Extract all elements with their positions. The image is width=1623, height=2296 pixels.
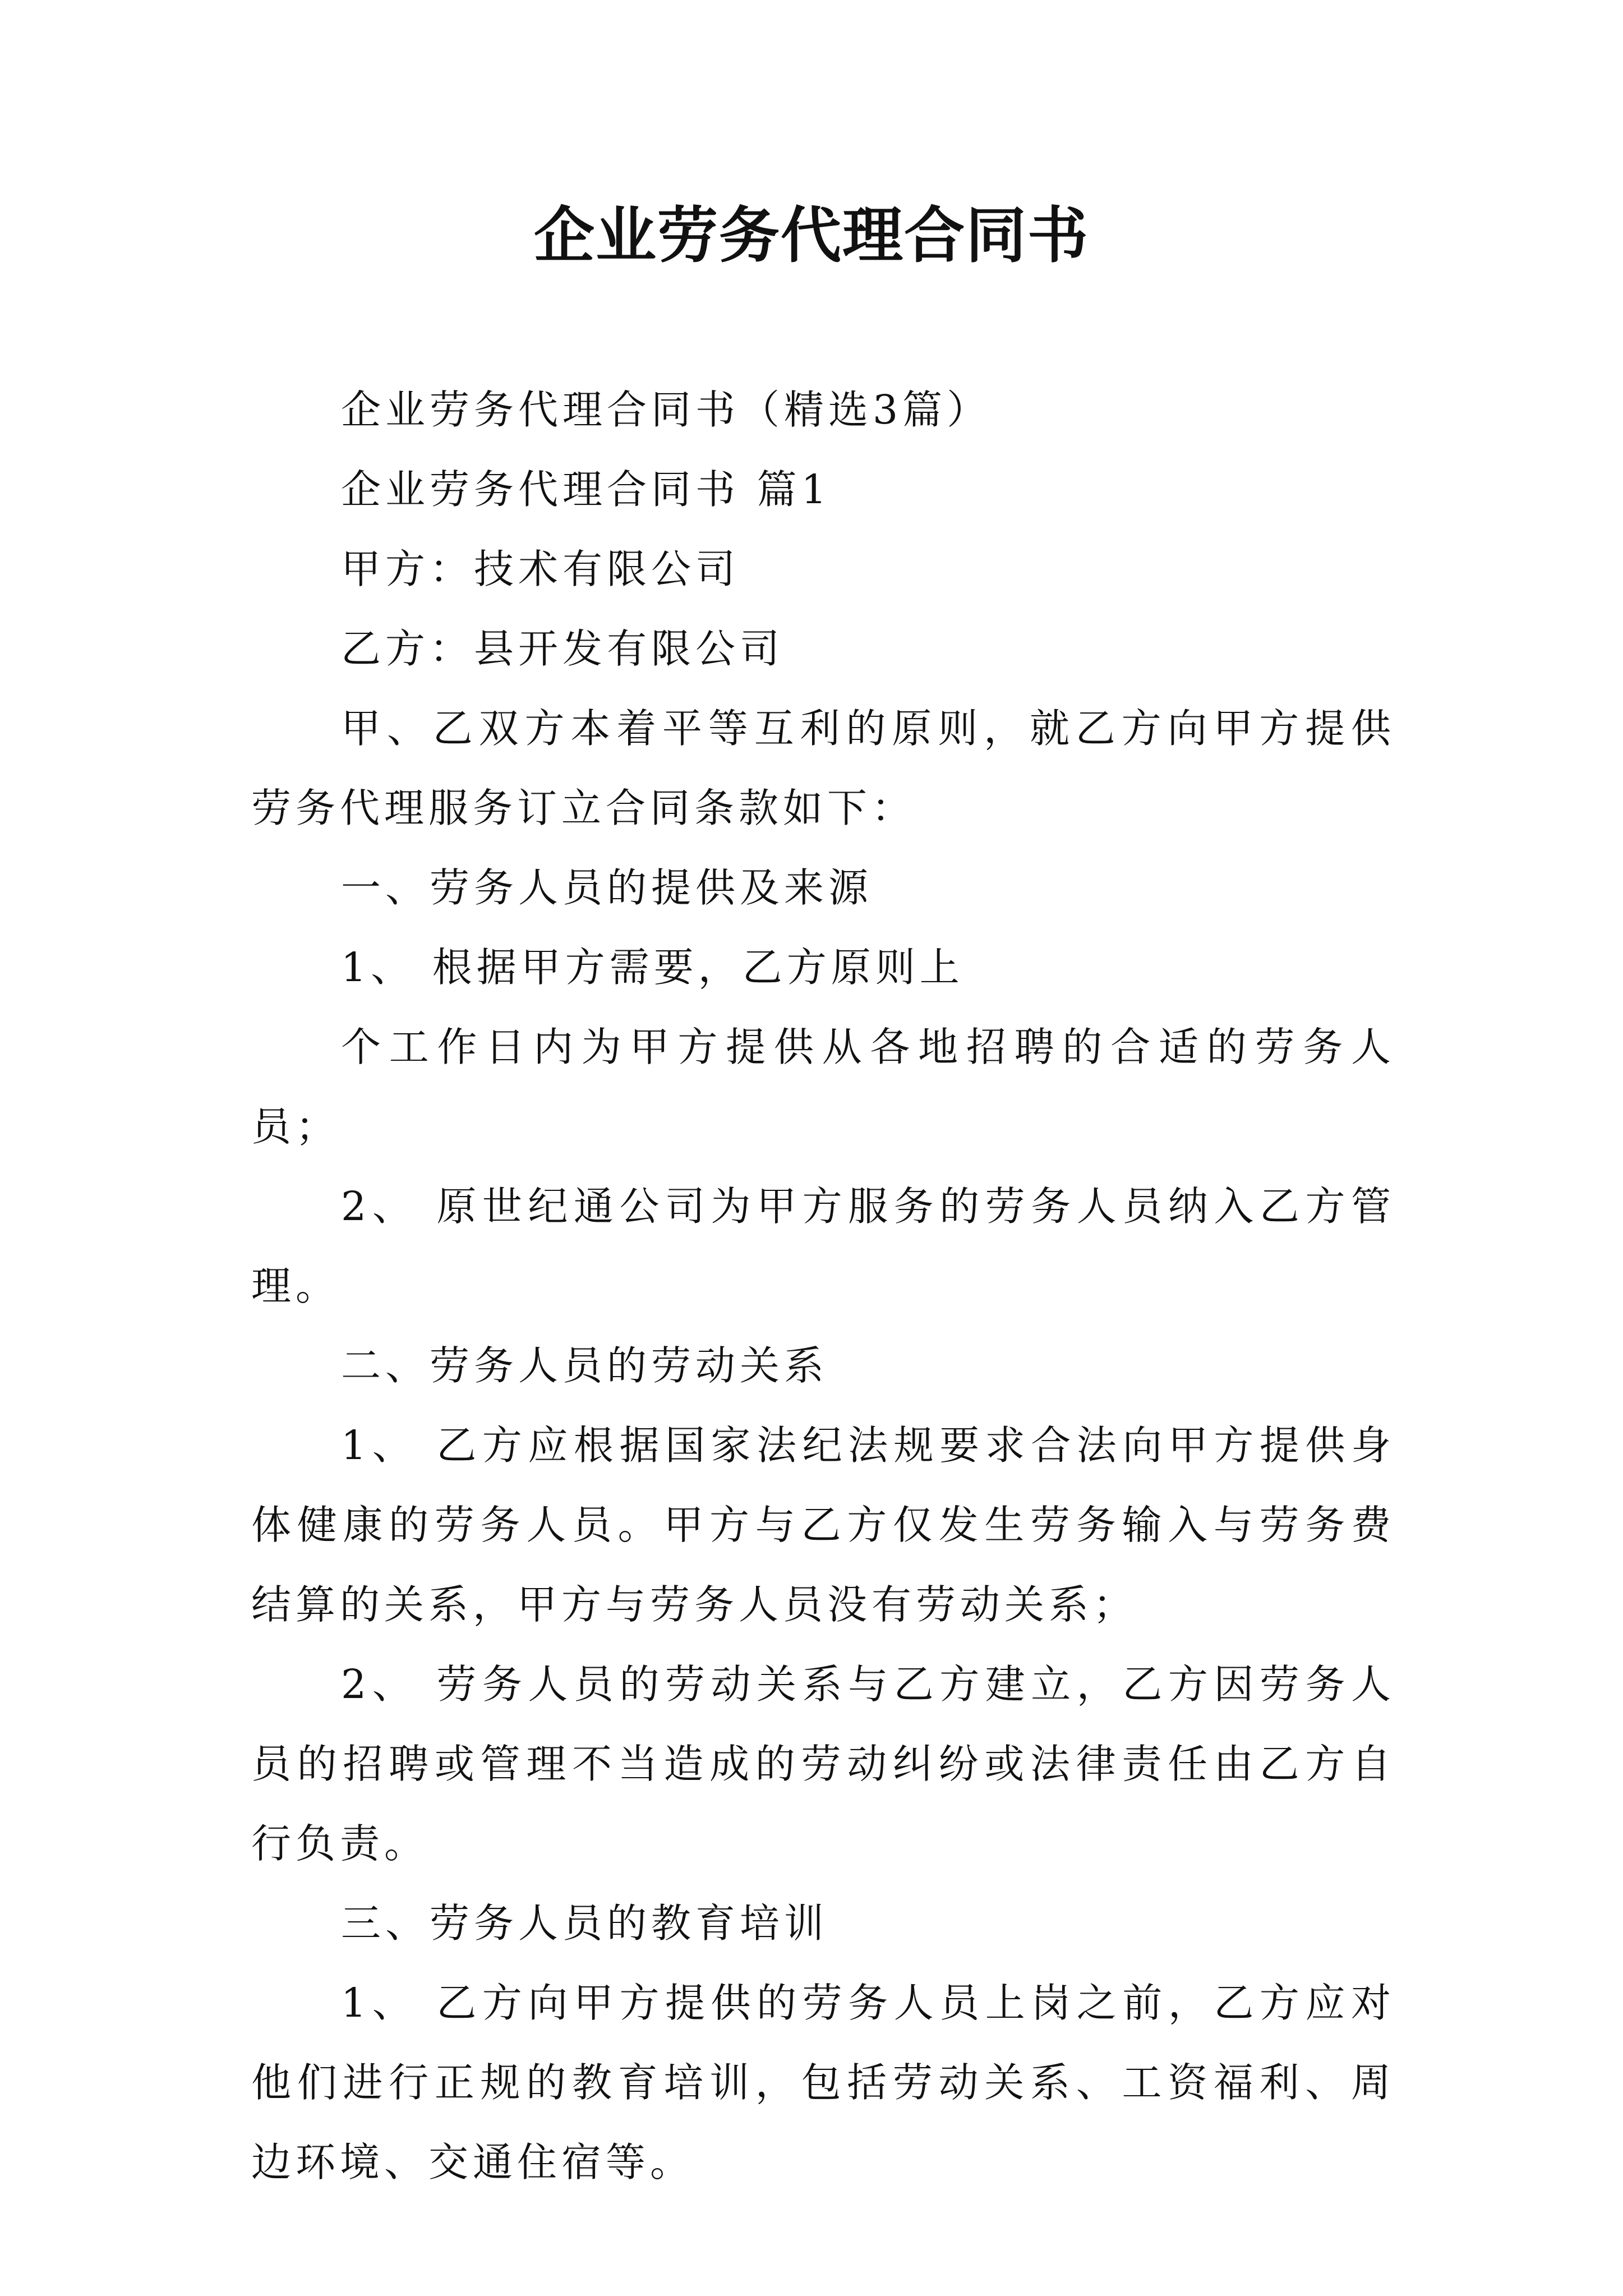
paragraph-clause-1-heading: 一、劳务人员的提供及来源 bbox=[341, 864, 873, 911]
paragraph-section-heading: 企业劳务代理合同书 篇1 bbox=[341, 466, 831, 513]
paragraph-preamble: 甲、乙双方本着平等互利的原则，就乙方向甲方提供劳务代理服务订立合同条款如下： bbox=[251, 705, 1395, 831]
paragraph-subtitle: 企业劳务代理合同书（精选3篇） bbox=[341, 386, 992, 433]
paragraph-clause-3-1: 1、 乙方向甲方提供的劳务人员上岗之前，乙方应对他们进行正规的教育培训，包括劳动关系、工资福利、周边环境、交通住宿等。 bbox=[251, 1980, 1395, 2185]
document-body bbox=[251, 370, 1395, 2202]
paragraph-clause-2-heading: 二、劳务人员的劳动关系 bbox=[341, 1342, 829, 1389]
paragraph-clause-2-1: 1、 乙方应根据国家法纪法规要求合法向甲方提供身体健康的劳务人员。甲方与乙方仅发生劳务输入与劳务费结算的关系，甲方与劳务人员没有劳动关系； bbox=[251, 1422, 1395, 1628]
paragraph-clause-3-heading: 三、劳务人员的教育培训 bbox=[341, 1900, 829, 1947]
document-title: 企业劳务代理合同书 bbox=[533, 200, 1089, 271]
paragraph-clause-1-1: 1、 根据甲方需要，乙方原则上 bbox=[341, 944, 964, 991]
paragraph-clause-1-2: 2、 原世纪通公司为甲方服务的劳务人员纳入乙方管理。 bbox=[251, 1183, 1395, 1309]
paragraph-clause-2-2: 2、 劳务人员的劳动关系与乙方建立，乙方因劳务人员的招聘或管理不当造成的劳动纠纷或法律责任由乙方自行负责。 bbox=[251, 1661, 1395, 1867]
paragraph-party-b: 乙方：县开发有限公司 bbox=[341, 625, 785, 672]
paragraph-clause-1-1-cont: 个工作日内为甲方提供从各地招聘的合适的劳务人员； bbox=[251, 1024, 1395, 1150]
paragraph-party-a: 甲方：技术有限公司 bbox=[341, 546, 740, 592]
